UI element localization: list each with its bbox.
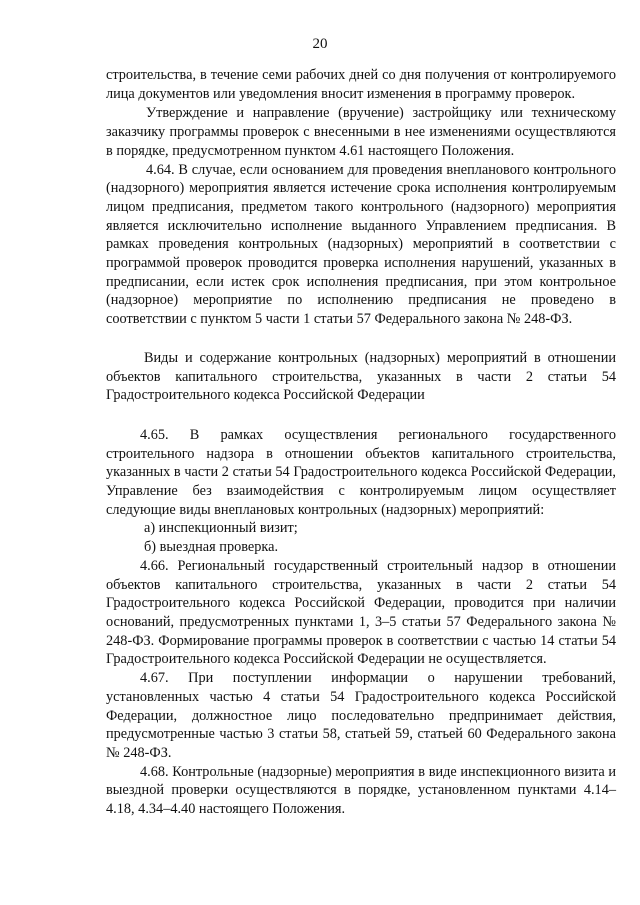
section-heading: Виды и содержание контрольных (надзорных) мероприятий в отношении объектов капитального строительства, указанных в части 2 статьи 54 Градостроительного кодекса Российской Федерации [106,349,616,404]
list-item-inspection-visit: а) инспекционный визит; [144,520,298,537]
paragraph-approval: Утверждение и направление (вручение) застройщику или техническому заказчику программы проверок с внесенными в нее изменениями осуществляются в порядке, предусмотренном пунктом 4.61 настоящего Положения. [106,105,616,159]
list-item-field-check: б) выездная проверка. [144,539,279,556]
page-number: 20 [312,36,328,52]
paragraph-4-66: 4.66. Региональный государственный строительный надзор в отношении объектов капитального строительства, указанных в части 2 статьи 54 Градостроительного кодекса Российской Федерации, проводится при наличии оснований, предусмотренных пунктами 1, 3–5 статьи 57 Федерального закона № 248-ФЗ. Формирование программы проверок в соответствии с частью 14 статьи 54 Градостроительного кодекса Российской Федерации не осуществляется. [106,557,616,668]
paragraph-continuation: строительства, в течение семи рабочих дней со дня получения от контролируемого лица документов или уведомления вносит изменения в программу проверок. [106,67,616,102]
document-body [106,66,616,819]
paragraph-4-65: 4.65. В рамках осуществления регионального государственного строительного надзора в отношении объектов капитального строительства, указанных в части 2 статьи 54 Градостроительного кодекса Российской Федерации, Управление без взаимодействия с контролируемым лицом осуществляет следующие виды внеплановых контрольных (надзорных) мероприятий: [106,426,616,518]
paragraph-4-64: 4.64. В случае, если основанием для проведения внепланового контрольного (надзорного) мероприятия является истечение срока исполнения контролируемым лицом предписания, предметом такого контрольного (надзорного) мероприятия является исключительно исполнение выданного Управлением предписания. В рамках проведения контрольных (надзорных) мероприятий в соответствии с программой проверок проводится проверка исполнения нарушений, указанных в предписании, если истек срок исполнения предписания, при этом контрольное (надзорное) мероприятие по исполнению предписания не проведено в соответствии с пунктом 5 части 1 статьи 57 Федерального закона № 248-ФЗ. [106,161,616,328]
paragraph-4-67: 4.67. При поступлении информации о нарушении требований, установленных частью 4 статьи 54 Градостроительного кодекса Российской Федерации, должностное лицо последовательно предпринимает действия, предусмотренные частью 3 статьи 58, статьей 59, статьей 60 Федерального закона № 248-ФЗ. [106,670,616,761]
paragraph-4-68: 4.68. Контрольные (надзорные) мероприятия в виде инспекционного визита и выездной проверки осуществляются в порядке, установленном пунктами 4.14– 4.18, 4.34–4.40 настоящего Положения. [106,763,616,818]
